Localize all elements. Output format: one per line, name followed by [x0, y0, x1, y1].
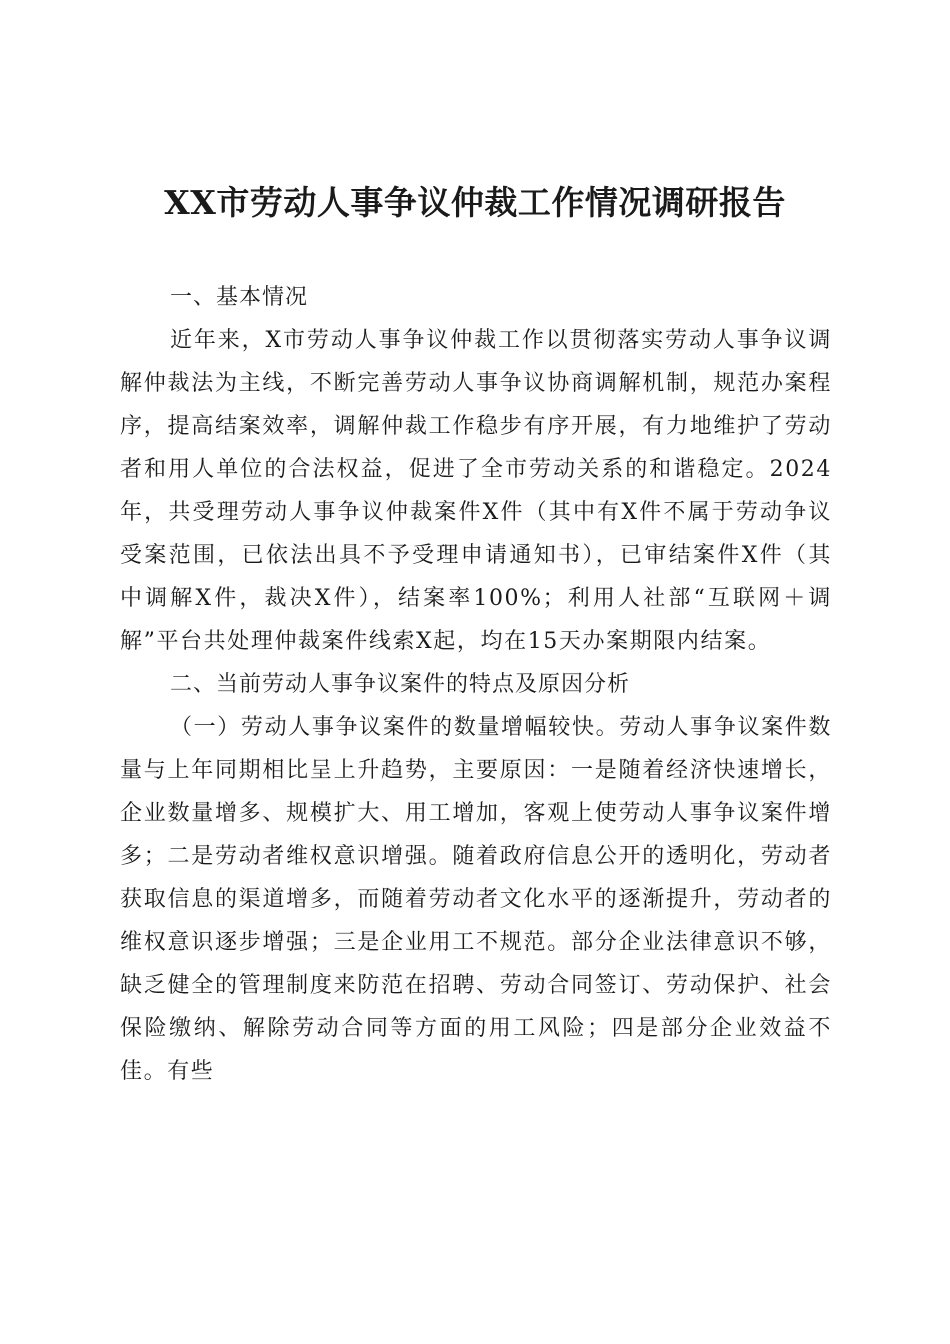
section-heading-characteristics: 二、当前劳动人事争议案件的特点及原因分析: [170, 672, 631, 697]
document-body: [120, 276, 832, 1093]
paragraph-case-growth: （一）劳动人事争议案件的数量增幅较快。劳动人事争议案件数量与上年同期相比呈上升趋势，主要原因：一是随着经济快速增长，企业数量增多、规模扩大、用工增加，客观上使劳动人事争议案件增多；二是劳动者维权意识增强。随着政府信息公开的透明化，劳动者获取信息的渠道增多，而随着劳动者文化水平的逐渐提升，劳动者的维权意识逐步增强；三是企业用工不规范。部分企业法律意识不够，缺乏健全的管理制度来防范在招聘、劳动合同签订、劳动保护、社会保险缴纳、解除劳动合同等方面的用工风险；四是部分企业效益不佳。有些: [120, 715, 832, 1084]
document-title: XX市劳动人事争议仲裁工作情况调研报告: [164, 183, 786, 222]
paragraph-basic-situation: 近年来，X市劳动人事争议仲裁工作以贯彻落实劳动人事争议调解仲裁法为主线，不断完善劳动人事争议协商调解机制，规范办案程序，提高结案效率，调解仲裁工作稳步有序开展，有力地维护了劳动者和用人单位的合法权益，促进了全市劳动关系的和谐稳定。2024年，共受理劳动人事争议仲裁案件X件（其中有X件不属于劳动争议受案范围，已依法出具不予受理申请通知书），已审结案件X件（其中调解X件，裁决X件），结案率100%；利用人社部“互联网＋调解”平台共处理仲裁案件线索X起，均在15天办案期限内结案。: [120, 328, 832, 654]
section-heading-basic-situation: 一、基本情况: [170, 285, 309, 310]
